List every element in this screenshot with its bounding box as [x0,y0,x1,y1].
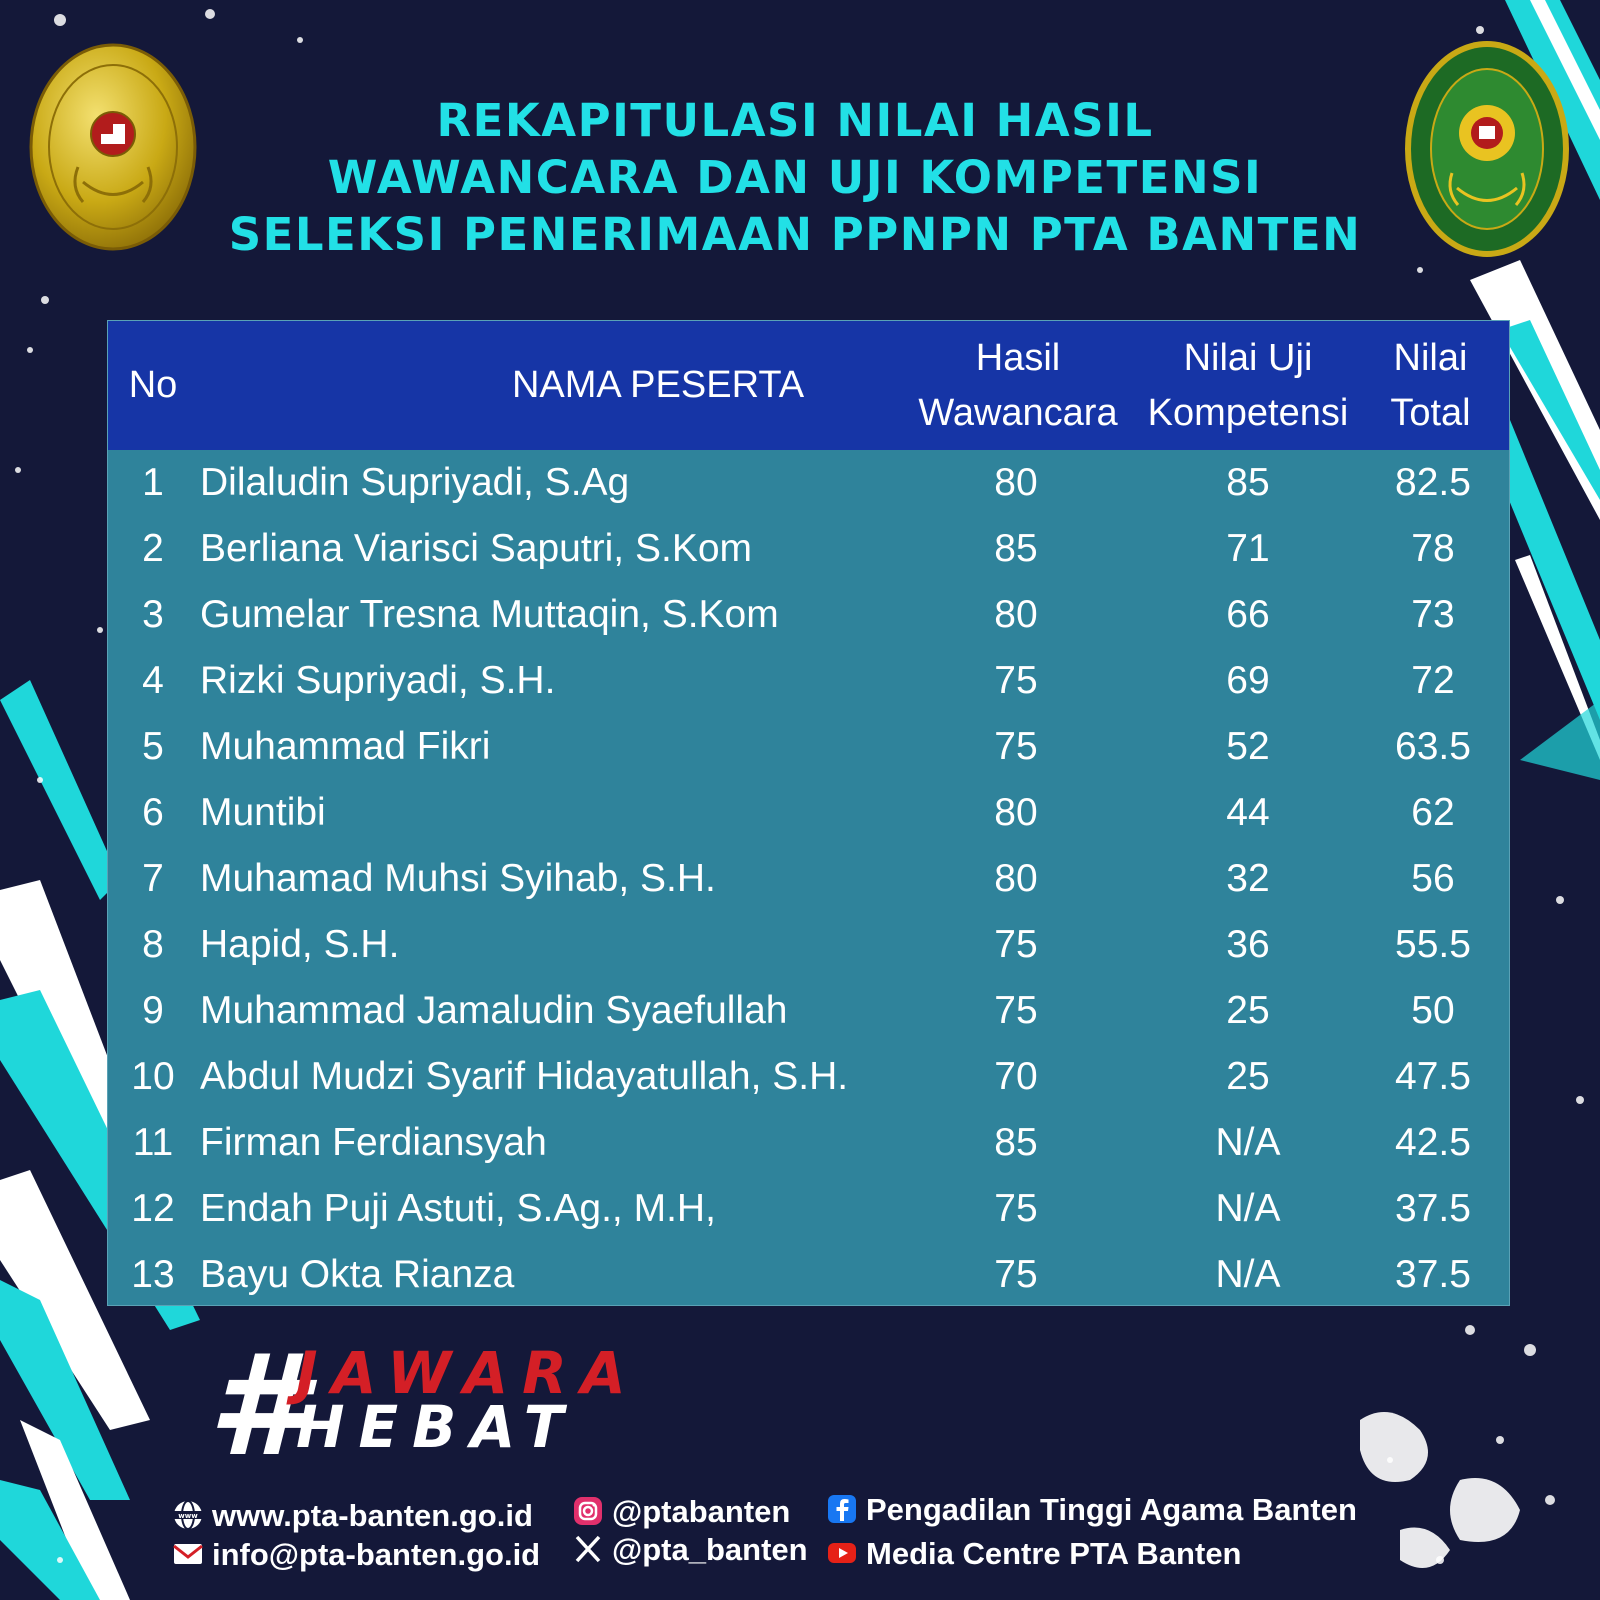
table-row [108,1110,1509,1176]
title-line-2: WAWANCARA DAN UJI KOMPETENSI [327,151,1263,204]
row-total: 56 [1411,857,1455,900]
row-wawancara: 75 [994,659,1038,702]
row-kompetensi: N/A [1215,1121,1281,1164]
row-no: 13 [131,1253,175,1296]
row-kompetensi: 52 [1226,725,1270,768]
row-total: 73 [1411,593,1455,636]
table-row [108,714,1509,780]
email-text: info@pta-banten.go.id [212,1537,541,1572]
contact-youtube[interactable] [826,1534,1242,1574]
header-no: No [128,364,178,406]
contact-website[interactable] [172,1496,533,1536]
row-no: 10 [131,1055,175,1098]
table-row [108,912,1509,978]
table-row [108,1242,1509,1308]
row-wawancara: 70 [994,1055,1038,1098]
row-total: 78 [1411,527,1455,570]
row-total: 82.5 [1395,461,1471,504]
header-kompetensi [1128,331,1368,441]
contact-email[interactable] [172,1535,540,1575]
results-table [107,320,1510,1306]
row-wawancara: 80 [994,791,1038,834]
row-kompetensi: 69 [1226,659,1270,702]
row-total: 50 [1411,989,1455,1032]
table-row [108,978,1509,1044]
row-kompetensi: 85 [1226,461,1270,504]
row-total: 42.5 [1395,1121,1471,1164]
svg-text:www: www [178,1512,198,1520]
brand-hash: # [208,1325,306,1488]
row-name: Muhamad Muhsi Syihab, S.H. [200,857,716,900]
header-wawancara-line-1: Hasil [975,337,1061,379]
row-wawancara: 75 [994,1253,1038,1296]
row-no: 12 [131,1187,175,1230]
row-name: Firman Ferdiansyah [200,1121,547,1164]
table-row [108,648,1509,714]
row-wawancara: 80 [994,857,1038,900]
globe-icon [172,1499,204,1531]
website-text: www.pta-banten.go.id [212,1498,533,1533]
row-name: Muhammad Fikri [200,725,491,768]
row-kompetensi: 66 [1226,593,1270,636]
row-kompetensi: N/A [1215,1253,1281,1296]
table-row [108,780,1509,846]
youtube-text: Media Centre PTA Banten [866,1536,1242,1571]
row-total: 37.5 [1395,1187,1471,1230]
row-name: Rizki Supriyadi, S.H. [200,659,556,702]
row-total: 72 [1411,659,1455,702]
row-no: 9 [142,989,164,1032]
header-total-line-1: Nilai [1393,337,1468,379]
row-wawancara: 75 [994,1187,1038,1230]
row-name: Abdul Mudzi Syarif Hidayatullah, S.H. [200,1055,849,1098]
row-no: 7 [142,857,164,900]
jawara-hebat-logo [208,1325,640,1488]
instagram-icon [572,1495,604,1527]
page-title [220,92,1370,263]
row-kompetensi: 44 [1226,791,1270,834]
row-no: 5 [142,725,164,768]
row-kompetensi: 32 [1226,857,1270,900]
row-total: 37.5 [1395,1253,1471,1296]
header-total [1358,331,1503,441]
x-text: @pta_banten [612,1532,808,1567]
row-no: 2 [142,527,164,570]
row-name: Muhammad Jamaludin Syaefullah [200,989,788,1032]
youtube-icon [826,1537,858,1569]
row-no: 3 [142,593,164,636]
row-name: Hapid, S.H. [200,923,400,966]
row-name: Berliana Viarisci Saputri, S.Kom [200,527,753,570]
row-total: 47.5 [1395,1055,1471,1098]
row-name: Muntibi [200,791,326,834]
row-wawancara: 80 [994,461,1038,504]
row-no: 6 [142,791,164,834]
mail-icon [172,1538,204,1570]
facebook-text: Pengadilan Tinggi Agama Banten [866,1492,1357,1527]
header-total-line-2: Total [1390,392,1471,434]
brand-jawara: JAWARA [296,1339,640,1407]
row-no: 4 [142,659,164,702]
table-row [108,1176,1509,1242]
table-row [108,450,1509,516]
row-kompetensi: 36 [1226,923,1270,966]
row-total: 63.5 [1395,725,1471,768]
header-wawancara-line-2: Wawancara [918,392,1118,434]
row-wawancara: 75 [994,923,1038,966]
mahkamah-agung-seal-icon [28,42,198,252]
row-wawancara: 75 [994,989,1038,1032]
row-name: Endah Puji Astuti, S.Ag., M.H, [200,1187,716,1230]
row-wawancara: 85 [994,1121,1038,1164]
table-row [108,516,1509,582]
pta-banten-seal-icon [1402,38,1572,260]
row-total: 55.5 [1395,923,1471,966]
row-kompetensi: 25 [1226,1055,1270,1098]
row-total: 62 [1411,791,1455,834]
title-line-3: SELEKSI PENERIMAAN PPNPN PTA BANTEN [228,208,1362,261]
contact-x[interactable] [572,1530,808,1570]
row-no: 11 [132,1121,174,1164]
x-logo-icon [572,1533,604,1565]
table-row [108,846,1509,912]
contact-instagram[interactable] [572,1492,790,1532]
row-name: Bayu Okta Rianza [200,1253,515,1296]
table-row [108,1044,1509,1110]
header-kompetensi-line-2: Kompetensi [1147,392,1349,434]
title-line-1: REKAPITULASI NILAI HASIL [436,94,1154,147]
header-name: NAMA PESERTA [511,364,805,406]
row-name: Gumelar Tresna Muttaqin, S.Kom [200,593,779,636]
header-kompetensi-line-1: Nilai Uji [1183,337,1313,379]
row-wawancara: 80 [994,593,1038,636]
row-wawancara: 85 [994,527,1038,570]
row-name: Dilaludin Supriyadi, S.Ag [200,461,630,504]
brand-hebat: HEBAT [296,1393,578,1461]
row-wawancara: 75 [994,725,1038,768]
table-row [108,582,1509,648]
row-kompetensi: N/A [1215,1187,1281,1230]
facebook-icon [826,1493,858,1525]
row-no: 1 [142,461,164,504]
table-header [108,321,1509,450]
instagram-text: @ptabanten [612,1494,791,1529]
row-no: 8 [142,923,164,966]
row-kompetensi: 25 [1226,989,1270,1032]
contact-facebook[interactable] [826,1490,1357,1530]
header-wawancara [908,331,1128,441]
row-kompetensi: 71 [1226,527,1270,570]
